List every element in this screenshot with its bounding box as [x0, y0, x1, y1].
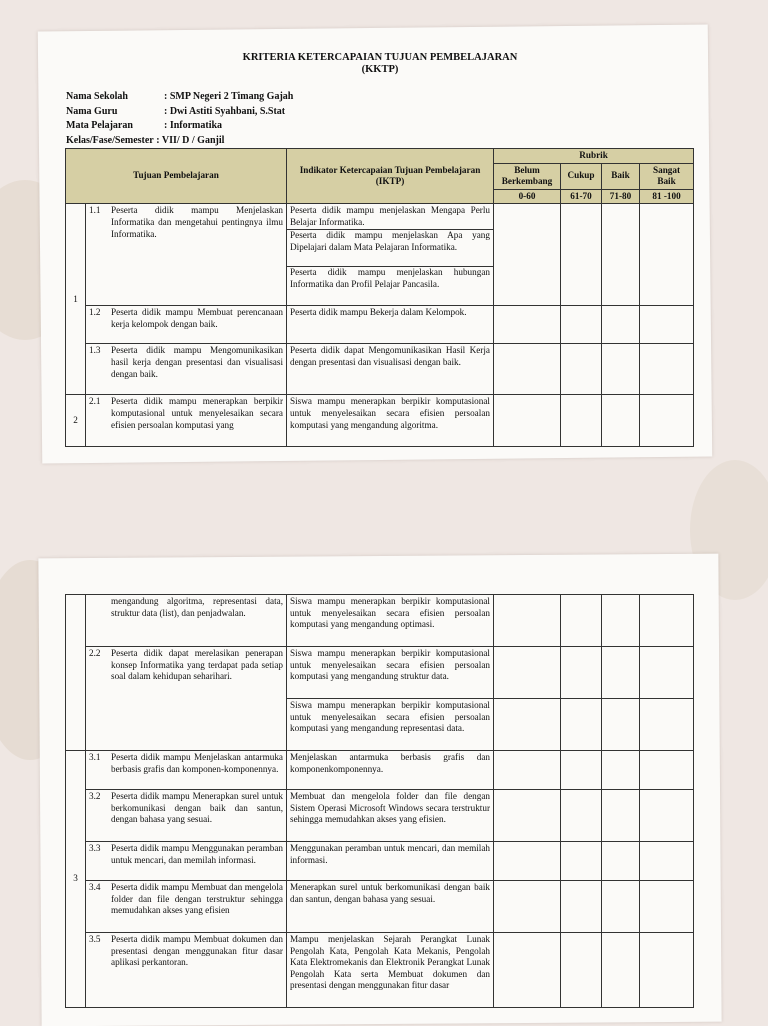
tp-number: 3.4: [89, 882, 101, 892]
school-info-block: [66, 90, 293, 148]
info-key: Nama Sekolah: [66, 91, 128, 102]
indicator-text: Siswa mampu menerapkan berpikir komputasional untuk menyelesaikan secara efisien persoalan komputasi yang mengandung algoritma.: [287, 395, 494, 447]
tp-text: Peserta didik mampu menerapkan berpikir komputasional untuk menyelesaikan secara efisien persoalan komputasi yang: [111, 396, 283, 430]
rubric-cell[interactable]: [561, 933, 602, 1008]
rubric-cell[interactable]: [561, 699, 602, 751]
rubric-cell[interactable]: [561, 790, 602, 842]
group-number: 3: [66, 751, 86, 1008]
rubric-cell[interactable]: [494, 933, 561, 1008]
rubric-cell[interactable]: [494, 595, 561, 647]
tp-cell: [86, 790, 287, 842]
rubric-cell[interactable]: [602, 790, 640, 842]
rubric-cell[interactable]: [561, 395, 602, 447]
rubric-cell[interactable]: [561, 647, 602, 699]
indicator-text: Membuat dan mengelola folder dan file dengan Sistem Operasi Microsoft Windows secara terstruktur sehingga memudahkan akses yang efisien.: [287, 790, 494, 842]
tp-cell: [86, 395, 287, 447]
rubric-cell[interactable]: [602, 344, 640, 395]
group-number: 1: [66, 204, 86, 395]
header-tujuan-pembelajaran: Tujuan Pembelajaran: [66, 149, 287, 204]
info-row-school: [66, 90, 293, 105]
info-row-class: [66, 134, 293, 149]
indicator-text: Peserta didik mampu menjelaskan hubungan Informatika dan Profil Pelajar Pancasila.: [287, 266, 493, 290]
rubric-cell[interactable]: [602, 647, 640, 699]
tp-text: Peserta didik dapat merelasikan penerapan konsep Informatika yang terdapat pada setiap soal dalam kehidupan seharihari.: [111, 648, 283, 682]
rubric-cell[interactable]: [561, 751, 602, 790]
rubric-cell[interactable]: [494, 881, 561, 933]
tp-cell: [86, 344, 287, 395]
rubric-cell[interactable]: [561, 595, 602, 647]
tp-number: 3.5: [89, 934, 101, 944]
tp-text: mengandung algoritma, representasi data, struktur data (list), dan penjadwalan.: [111, 596, 283, 618]
tp-number: 1.1: [89, 205, 101, 216]
indicator-text: Menerapkan surel untuk berkomunikasi dengan baik dan santun, dengan bahasa yang sesuai.: [287, 881, 494, 933]
rubric-cell[interactable]: [640, 395, 694, 447]
tp-text: Peserta didik mampu Membuat dokumen dan presentasi dengan menggunakan fitur dasar aplikasi perkantoran.: [111, 934, 283, 968]
tp-number: 1.2: [89, 307, 101, 318]
indicator-text: Peserta didik dapat Mengomunikasikan Hasil Kerja dengan presentasi dan visualisasi dengan baik.: [287, 344, 494, 395]
rubric-cell[interactable]: [602, 842, 640, 881]
rubric-cell[interactable]: [494, 306, 561, 344]
tp-number: 3.1: [89, 752, 101, 762]
header-baik: Baik: [602, 163, 640, 189]
tp-text: Peserta didik mampu Membuat dan mengelola folder dan file dengan terstruktur sehingga memudahkan akses yang efisien: [111, 882, 283, 916]
indicator-cell: [287, 204, 494, 306]
tp-number: 2.1: [89, 396, 101, 407]
rubric-cell[interactable]: [602, 306, 640, 344]
tp-number-spacer: [89, 596, 111, 619]
range-sangat-baik: 81 -100: [640, 189, 694, 204]
tp-cell: [86, 881, 287, 933]
rubric-cell[interactable]: [494, 204, 561, 306]
info-value: : Dwi Astiti Syahbani, S.Stat: [164, 105, 286, 117]
rubric-cell[interactable]: [561, 344, 602, 395]
info-value: : VII/ D / Ganjil: [156, 134, 225, 146]
indicator-text: Menjelaskan antarmuka berbasis grafis dan komponenkomponennya.: [287, 751, 494, 790]
rubric-cell[interactable]: [602, 395, 640, 447]
rubric-cell[interactable]: [602, 751, 640, 790]
tp-text: Peserta didik mampu Mengomunikasikan hasil kerja dengan presentasi dan visualisasi dengan baik.: [111, 345, 283, 379]
rubric-cell[interactable]: [494, 790, 561, 842]
rubric-cell[interactable]: [602, 699, 640, 751]
group-number: 2: [66, 395, 86, 447]
rubric-cell[interactable]: [494, 647, 561, 699]
info-row-teacher: [66, 105, 293, 120]
tp-text: Peserta didik mampu Menjelaskan antarmuka berbasis grafis dan komponen-komponennya.: [111, 752, 283, 774]
tp-text: Peserta didik mampu Menjelaskan Informatika dan mengetahui pentingnya ilmu Informatika.: [111, 205, 283, 239]
rubric-cell[interactable]: [494, 699, 561, 751]
header-iktp: Indikator Ketercapaian Tujuan Pembelajaran (IKTP): [287, 149, 494, 204]
rubric-cell[interactable]: [602, 933, 640, 1008]
tp-cell: [86, 842, 287, 881]
indicator-text: Mampu menjelaskan Sejarah Perangkat Lunak Pengolah Kata, Pengolah Kata Mekanis, Pengolah Kata Elektromekanis dan Elektronik Perangkat Lunak Pengolah Kata serta Membuat dokumen dan presentasi dengan menggunakan fitur dasar: [287, 933, 494, 1008]
tp-text: Peserta didik mampu Menggunakan peramban untuk mencari, dan memilah informasi.: [111, 843, 283, 865]
indicator-text: Peserta didik mampu Bekerja dalam Kelompok.: [287, 306, 494, 344]
kktp-table-page-1: [65, 148, 694, 447]
rubric-cell[interactable]: [640, 881, 694, 933]
info-key: Mata Pelajaran: [66, 120, 133, 131]
rubric-cell[interactable]: [640, 647, 694, 699]
document-title: [66, 52, 694, 76]
indicator-text: Menggunakan peramban untuk mencari, dan memilah informasi.: [287, 842, 494, 881]
rubric-cell[interactable]: [640, 344, 694, 395]
rubric-cell[interactable]: [494, 344, 561, 395]
info-value: : SMP Negeri 2 Timang Gajah: [164, 91, 294, 102]
range-belum-berkembang: 0-60: [494, 189, 561, 204]
rubric-cell[interactable]: [602, 881, 640, 933]
indicator-text: Peserta didik mampu menjelaskan Apa yang Dipelajari dalam Mata Pelajaran Informatika.: [287, 229, 493, 266]
indicator-text: Siswa mampu menerapkan berpikir komputasional untuk menyelesaikan secara efisien persoalan komputasi yang mengandung representasi data.: [287, 699, 494, 751]
rubric-cell[interactable]: [640, 751, 694, 790]
rubric-cell[interactable]: [561, 881, 602, 933]
info-key: Nama Guru: [66, 105, 118, 117]
indicator-text: Siswa mampu menerapkan berpikir komputasional untuk menyelesaikan secara efisien persoalan komputasi yang mengandung struktur data.: [287, 647, 494, 699]
tp-cell: [86, 647, 287, 751]
info-key: Kelas/Fase/Semester: [66, 134, 154, 146]
group-number-cell: [66, 595, 86, 751]
tp-text: Peserta didik mampu Membuat perencanaan kerja kelompok dengan baik.: [111, 307, 283, 329]
tp-cell: [86, 306, 287, 344]
rubric-cell[interactable]: [640, 204, 694, 306]
tp-number: 2.2: [89, 648, 101, 658]
tp-cell: [86, 595, 287, 647]
title-line-1: KRITERIA KETERCAPAIAN TUJUAN PEMBELAJARAN: [242, 52, 518, 63]
header-cukup: Cukup: [561, 163, 602, 189]
tp-cell: [86, 933, 287, 1008]
rubric-cell[interactable]: [602, 595, 640, 647]
range-baik: 71-80: [602, 189, 640, 204]
range-cukup: 61-70: [561, 189, 602, 204]
tp-number: 1.3: [89, 345, 101, 356]
indicator-text: Peserta didik mampu menjelaskan Mengapa Perlu Belajar Informatika.: [290, 205, 490, 227]
info-row-subject: [66, 119, 293, 134]
rubric-cell[interactable]: [494, 751, 561, 790]
header-belum-berkembang: Belum Berkembang: [494, 163, 561, 189]
info-value: : Informatika: [164, 120, 223, 131]
rubric-cell[interactable]: [561, 204, 602, 306]
tp-text: Peserta didik mampu Menerapkan surel untuk berkomunikasi dengan baik dan santun, dengan bahasa yang sesuai.: [111, 791, 283, 825]
tp-number: 3.3: [89, 843, 101, 853]
tp-cell: [86, 751, 287, 790]
rubric-cell[interactable]: [640, 790, 694, 842]
tp-number: 3.2: [89, 791, 101, 801]
rubric-cell[interactable]: [640, 306, 694, 344]
header-sangat-baik: Sangat Baik: [640, 163, 694, 189]
rubric-cell[interactable]: [494, 842, 561, 881]
title-line-2: (KKTP): [361, 64, 399, 75]
indicator-text: Siswa mampu menerapkan berpikir komputasional untuk menyelesaikan secara efisien persoalan komputasi yang mengandung optimasi.: [287, 595, 494, 647]
rubric-cell[interactable]: [602, 204, 640, 306]
rubric-cell[interactable]: [561, 306, 602, 344]
rubric-cell[interactable]: [640, 842, 694, 881]
tp-cell: [86, 204, 287, 306]
kktp-table-page-2: [65, 594, 694, 1008]
rubric-cell[interactable]: [640, 933, 694, 1008]
header-rubrik: Rubrik: [494, 149, 694, 164]
rubric-cell[interactable]: [640, 699, 694, 751]
rubric-cell[interactable]: [494, 395, 561, 447]
rubric-cell[interactable]: [561, 842, 602, 881]
rubric-cell[interactable]: [640, 595, 694, 647]
